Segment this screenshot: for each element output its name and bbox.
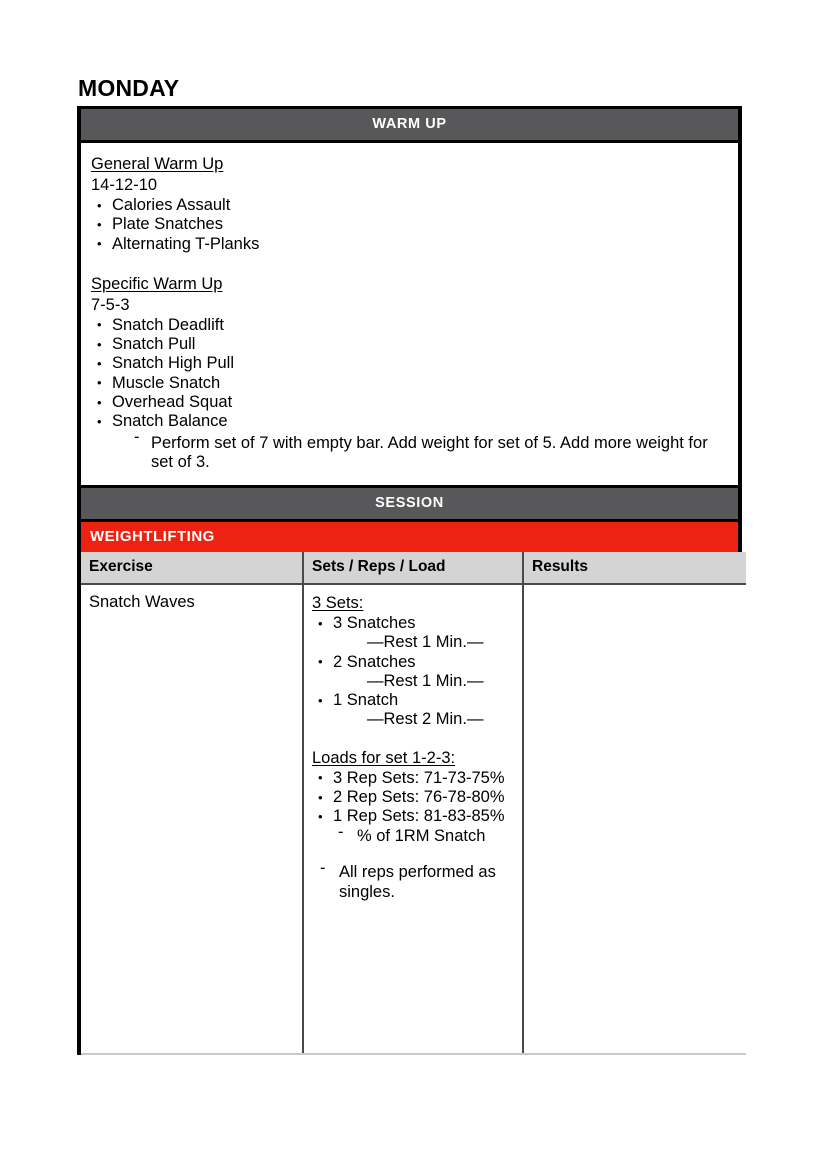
table-header-row [81,552,746,584]
column-header-sets-reps-load: Sets / Reps / Load [303,552,523,584]
specific-warmup-note: - Perform set of 7 with empty bar. Add weight for set of 5. Add more weight for set of 3. [132,432,726,473]
specific-warmup-heading: Specific Warm Up [91,274,223,293]
column-header-exercise: Exercise [81,552,303,584]
general-warmup-heading: General Warm Up [91,155,224,173]
rest-interval: —Rest 2 Min.— [367,710,484,729]
singles-note: - All reps performed as singles. [318,863,514,902]
list-item: • 3 Rep Sets: 71-73-75% [312,769,514,788]
specific-warmup-list [91,316,726,432]
section-spacer [312,846,514,863]
cell-results[interactable] [523,584,746,1054]
list-item: • 1 Rep Sets: 81-83-85% [312,807,514,826]
rest-interval: —Rest 1 Min.— [367,671,484,690]
list-item: • 1 Snatch [312,691,514,710]
column-header-results: Results [523,552,746,584]
sets-list [312,653,514,672]
list-item: • Calories Assault [91,196,726,215]
general-warmup-list [91,196,726,254]
page-title: MONDAY [78,75,180,101]
session-table [81,552,746,1055]
list-item: • Snatch Deadlift [91,316,726,335]
table-body [81,584,746,1054]
list-item: • Snatch Balance [91,412,726,431]
cell-sets-reps-load [303,584,523,1054]
list-item: • 2 Rep Sets: 76-78-80% [312,788,514,807]
sets-list [312,691,514,710]
list-item: • Snatch Pull [91,335,726,354]
session-band-label: SESSION [81,485,738,522]
loads-list [312,769,514,827]
warmup-body [81,143,738,487]
sets-heading: 3 Sets: [312,594,364,612]
loads-heading: Loads for set 1-2-3: [312,748,456,767]
list-item: • 3 Snatches [312,614,514,633]
list-item: • Plate Snatches [91,215,726,234]
general-warmup-scheme: 14-12-10 [91,176,158,194]
warmup-band-label: WARM UP [81,106,738,143]
cell-exercise [81,584,303,1054]
section-spacer [91,254,726,273]
table-head [81,552,746,584]
specific-warmup-scheme: 7-5-3 [91,295,130,314]
list-item: • Snatch High Pull [91,354,726,373]
list-item: • Muscle Snatch [91,374,726,393]
list-item: • Alternating T-Planks [91,235,726,254]
list-item: • Overhead Squat [91,393,726,412]
warmup-section [77,106,742,492]
rest-interval: —Rest 1 Min.— [367,633,484,652]
loads-note: - % of 1RM Snatch [336,827,514,847]
exercise-name: Snatch Waves [89,593,195,611]
list-item: • 2 Snatches [312,653,514,672]
session-section [77,485,742,1055]
table-row [81,584,746,1054]
sets-list [312,614,514,633]
session-category-label: WEIGHTLIFTING [81,522,738,552]
section-spacer [312,730,514,747]
